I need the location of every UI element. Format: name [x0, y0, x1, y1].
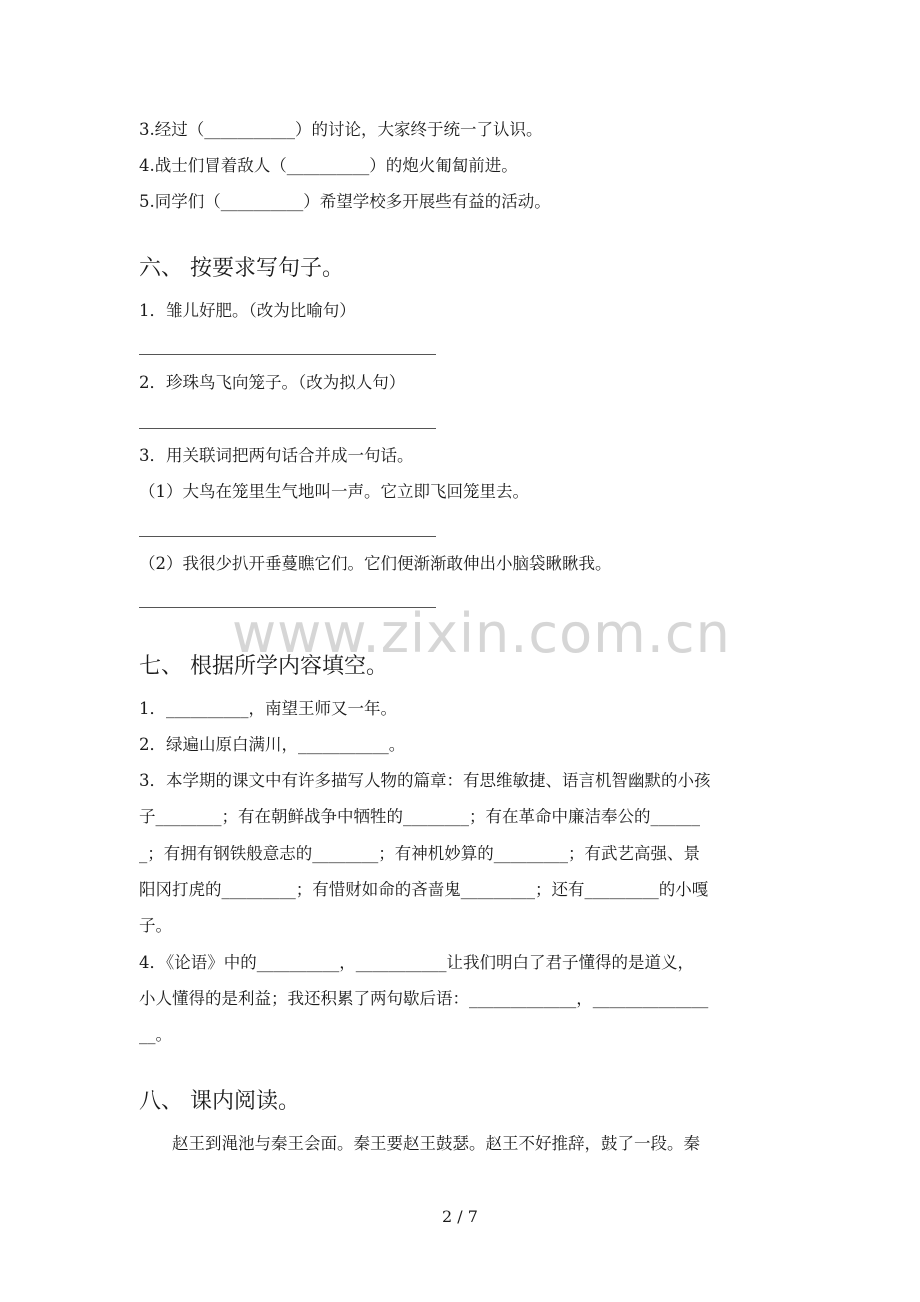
question-7-3-line: 子。: [139, 916, 172, 935]
question-6-3-2: （2）我很少扒开垂蔓瞧它们。它们便渐渐敢伸出小脑袋瞅瞅我。: [139, 554, 612, 573]
answer-line[interactable]: [139, 536, 436, 537]
answer-line[interactable]: [139, 428, 436, 429]
reading-paragraph: 赵王到渑池与秦王会面。秦王要赵王鼓瑟。赵王不好推辞，鼓了一段。秦: [172, 1134, 700, 1153]
section-8-title: 八、 课内阅读。: [139, 1089, 300, 1114]
question-7-3-line: 子________；有在朝鲜战争中牺牲的________；有在革命中廉洁奉公的______: [139, 807, 700, 826]
fill-blank-item-3: 3.经过（___________）的讨论，大家终于统一了认识。: [139, 120, 543, 139]
question-7-2: 2．绿遍山原白满川，___________。: [139, 735, 406, 754]
watermark: www.zixin.com.cn: [232, 602, 731, 665]
question-7-3-line: 阳冈打虎的_________；有惜财如命的吝啬鬼_________；还有_________的小嘎: [139, 880, 709, 899]
question-7-4-line: 4．《论语》中的__________，___________让我们明白了君子懂得的是道义，: [139, 953, 694, 972]
question-7-4-line: 小人懂得的是利益；我还积累了两句歇后语：_____________，______________: [139, 989, 709, 1008]
question-6-1: 1．雏儿好肥。（改为比喻句）: [139, 301, 356, 320]
fill-blank-item-4: 4.战士们冒着敌人（__________）的炮火匍匐前进。: [139, 156, 518, 175]
section-6-title: 六、 按要求写句子。: [139, 256, 344, 281]
page-number: 2 / 7: [442, 1207, 478, 1226]
section-7-title: 七、 根据所学内容填空。: [139, 654, 388, 679]
question-7-3-line: 3．本学期的课文中有许多描写人物的篇章：有思维敏捷、语言机智幽默的小孩: [139, 771, 711, 790]
fill-blank-item-5: 5.同学们（__________）希望学校多开展些有益的活动。: [139, 192, 551, 211]
answer-line[interactable]: [139, 354, 436, 355]
question-7-1: 1．__________，南望王师又一年。: [139, 699, 397, 718]
question-7-4-line: __。: [139, 1025, 172, 1044]
question-6-3-1: （1）大鸟在笼里生气地叫一声。它立即飞回笼里去。: [139, 482, 529, 501]
question-6-3: 3．用关联词把两句话合并成一句话。: [139, 446, 414, 465]
question-7-3-line: _；有拥有钢铁般意志的________；有神机妙算的_________；有武艺高强、景: [139, 844, 700, 863]
question-6-2: 2．珍珠鸟飞向笼子。（改为拟人句）: [139, 373, 406, 392]
